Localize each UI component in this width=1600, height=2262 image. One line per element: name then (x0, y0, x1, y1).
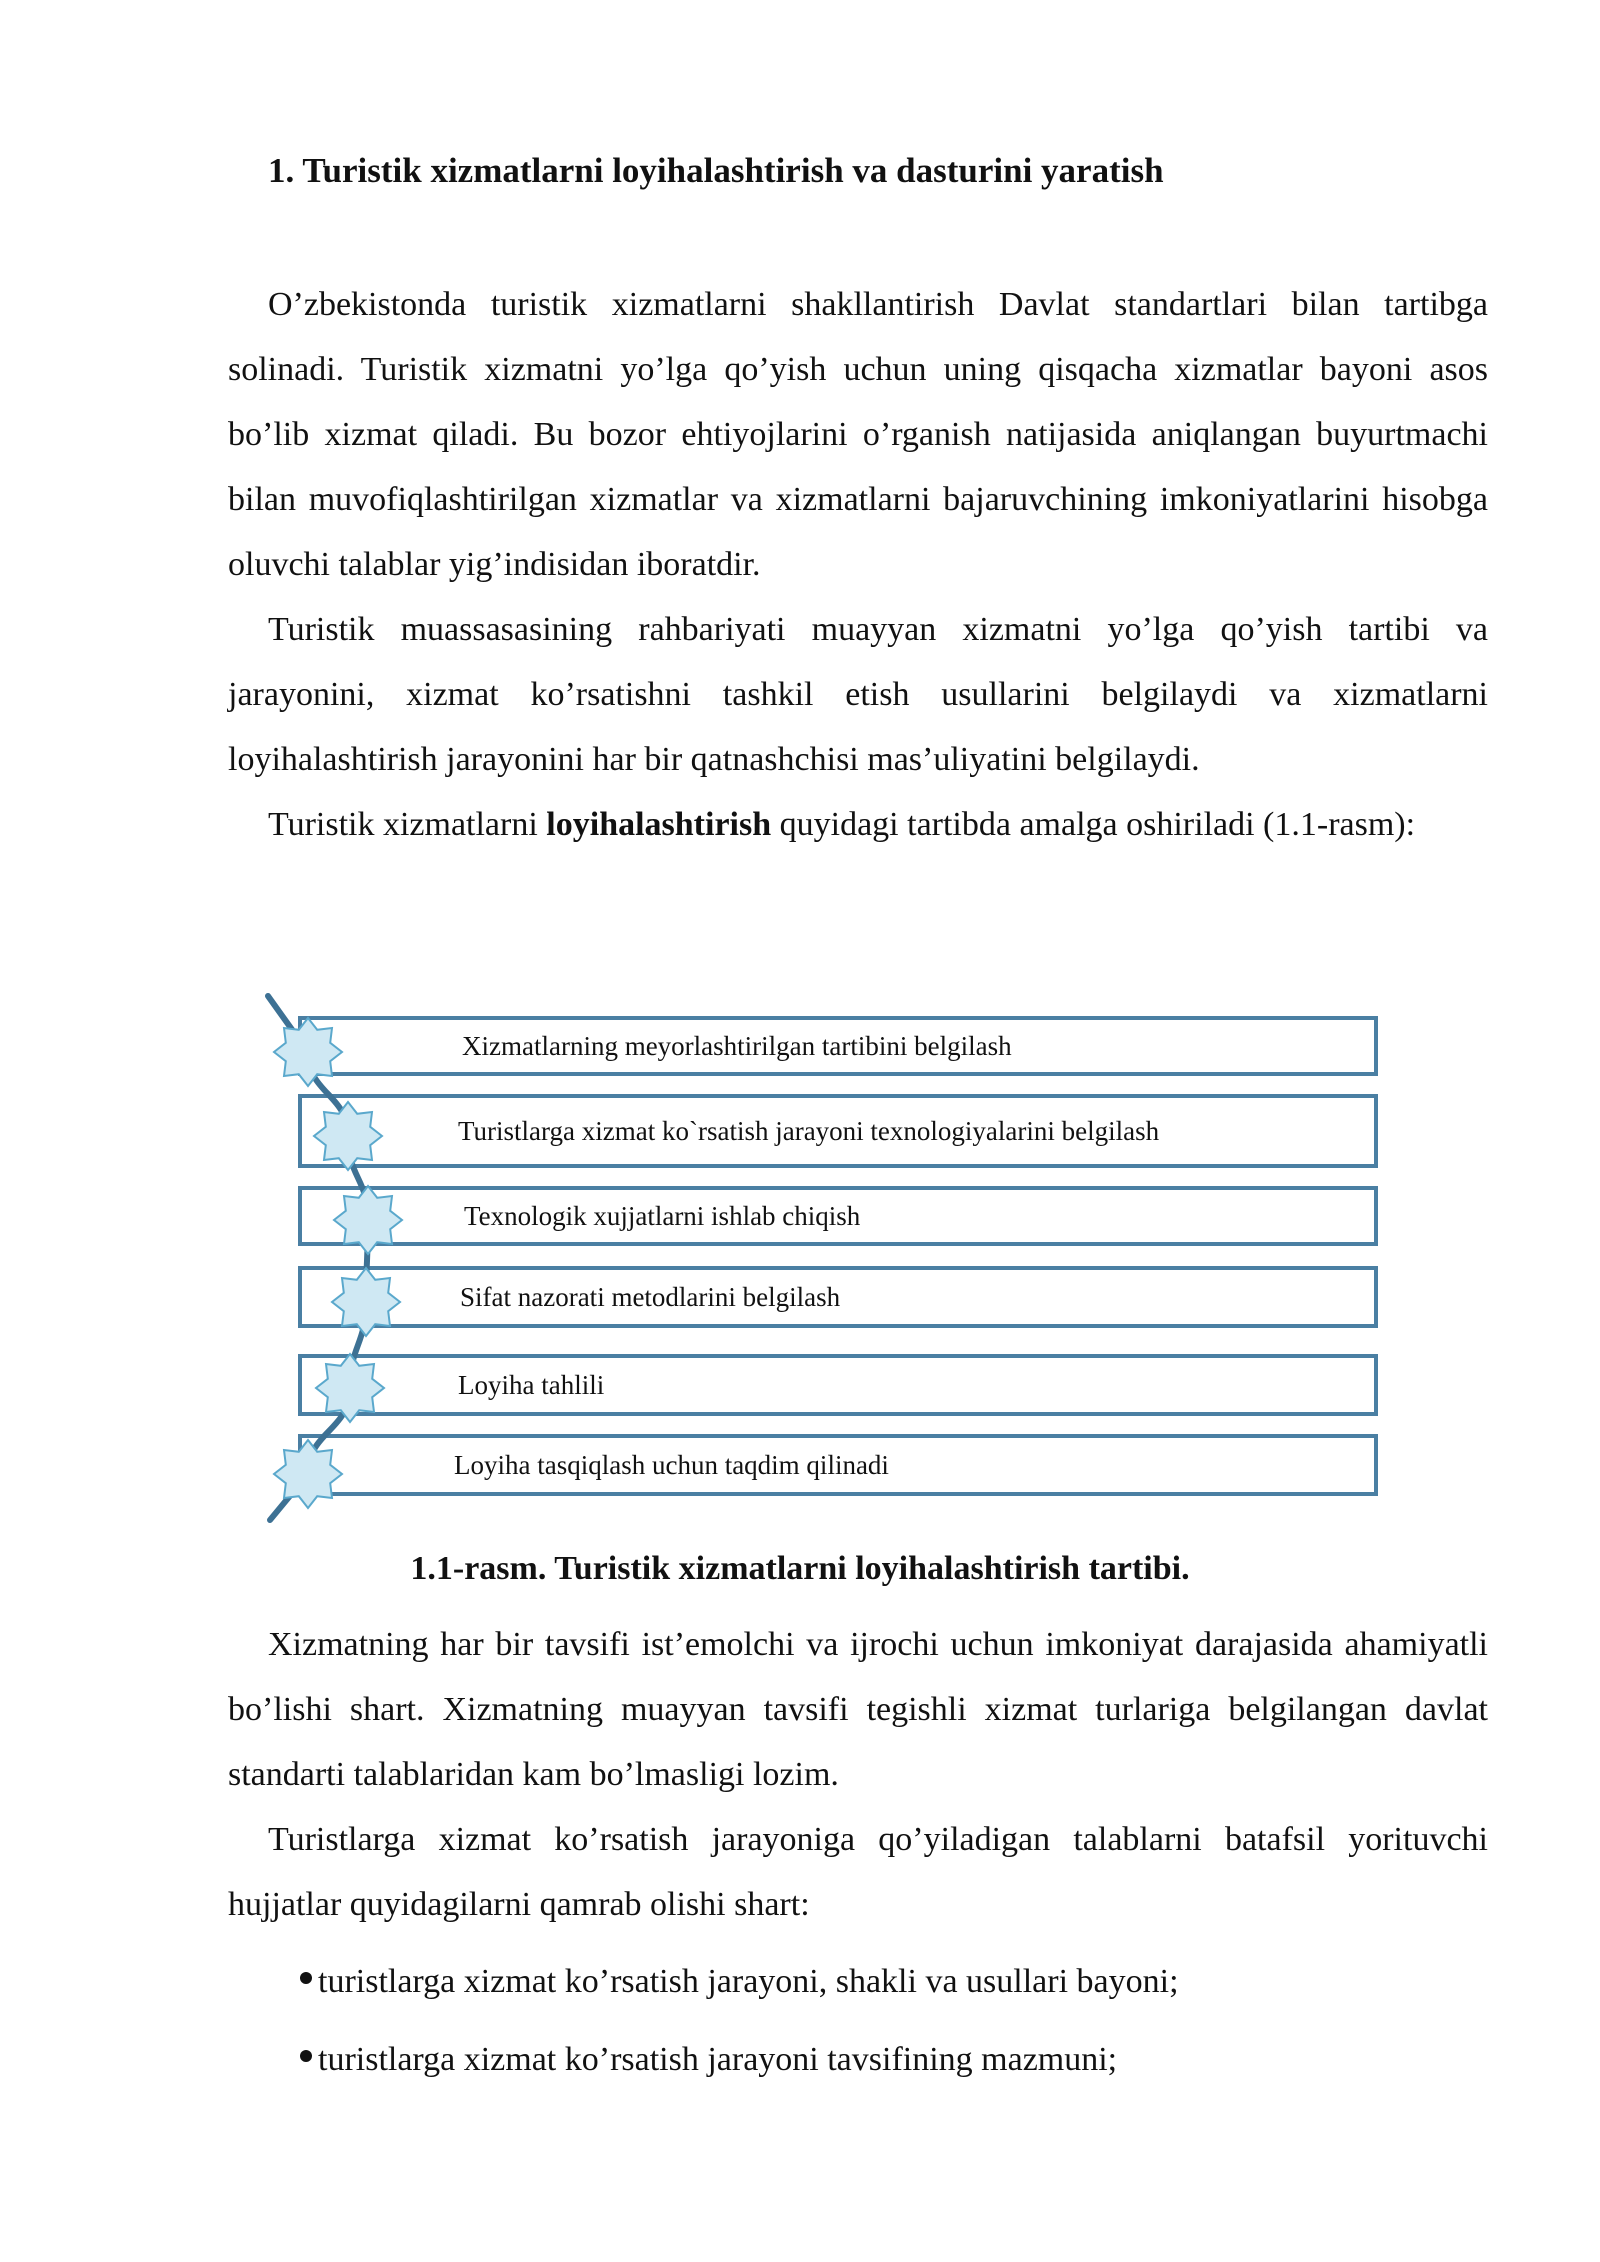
diagram-step-label: Loyiha tasqiqlash uchun taqdim qilinadi (454, 1450, 889, 1480)
star-icon (314, 1102, 382, 1170)
star-icon (274, 1018, 342, 1086)
body-text (228, 1612, 1488, 1937)
paragraph-3-end: quyidagi tartibda amalga oshiriladi (1.1-rasm): (771, 806, 1416, 843)
paragraph-4: Xizmatning har bir tavsifi ist’emolchi va ijrochi uchun imkoniyat darajasida ahamiyatli bo’lishi shart. Xizmatning muayyan tavsifi tegishli xizmat turlariga belgilangan davlat standarti talablaridan kam bo’lmasligi lozim. (228, 1626, 1488, 1793)
star-icon (316, 1354, 384, 1422)
paragraph-2: Turistik muassasasining rahbariyati muayyan xizmatni yo’lga qo’yish tartibi va jarayonini, xizmat ko’rsatishni tashkil etish usullarini belgilaydi va xizmatlarni loyihalashtirish jarayonini har bir qatnashchisi mas’uliyatini belgilaydi. (228, 611, 1488, 778)
section-heading: 1. Turistik xizmatlarni loyihalashtirish va dasturini yaratish (268, 151, 1164, 190)
paragraph-1: O’zbekistonda turistik xizmatlarni shakllantirish Davlat standartlari bilan tartibga solinadi. Turistik xizmatni yo’lga qo’yish uchun uning qisqacha xizmatlar bayoni asos bo’lib xizmat qiladi. Bu bozor ehtiyojlarini o’rganish natijasida aniqlangan buyurtmachi bilan muvofiqlashtirilgan xizmatlar va xizmatlarni bajaruvchining imkoniyatlarini hisobga oluvchi talablar yig’indisidan iboratdir. (228, 286, 1488, 583)
list-item-text: turistlarga xizmat ko’rsatish jarayoni tavsifining mazmuni; (318, 2041, 1118, 2078)
diagram-boxes (300, 1018, 1376, 1494)
diagram-step-label: Sifat nazorati metodlarini belgilash (460, 1282, 841, 1312)
paragraph-3-bold-term: loyihalashtirish (546, 806, 772, 843)
diagram-step-label: Xizmatlarning meyorlashtirilgan tartibini belgilash (462, 1031, 1012, 1061)
requirements-list (300, 1943, 1179, 2099)
star-icon (334, 1186, 402, 1254)
process-diagram (260, 990, 1400, 1530)
list-item (300, 1943, 1179, 2021)
paragraph-5: Turistlarga xizmat ko’rsatish jarayoniga qo’yiladigan talablarni batafsil yorituvchi hujjatlar quyidagilarni qamrab olishi shart: (228, 1821, 1488, 1923)
intro-text (228, 272, 1488, 857)
diagram-step-label: Texnologik xujjatlarni ishlab chiqish (464, 1201, 861, 1231)
list-item (300, 2021, 1179, 2099)
paragraph-3 (228, 792, 1488, 857)
paragraph-3-start: Turistik xizmatlarni (268, 806, 547, 843)
star-icon (332, 1268, 400, 1336)
star-icon (274, 1440, 342, 1508)
diagram-step-label: Loyiha tahlili (458, 1370, 605, 1400)
diagram-step-label: Turistlarga xizmat ko`rsatish jarayoni texnologiyalarini belgilash (458, 1116, 1160, 1146)
bullet-icon (300, 1972, 312, 1984)
bullet-icon (300, 2050, 312, 2062)
figure-caption: 1.1-rasm. Turistik xizmatlarni loyihalashtirish tartibi. (410, 1550, 1190, 1587)
list-item-text: turistlarga xizmat ko’rsatish jarayoni, shakli va usullari bayoni; (318, 1963, 1179, 2000)
